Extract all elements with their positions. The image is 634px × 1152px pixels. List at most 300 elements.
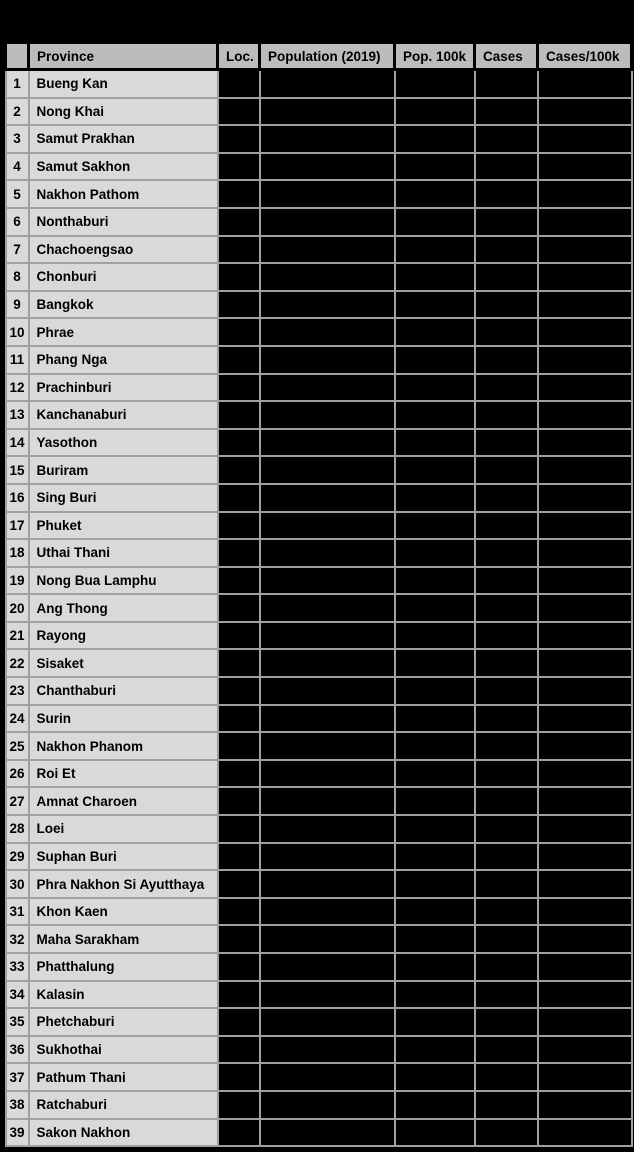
province-cell: Samut Prakhan xyxy=(29,125,218,153)
rank-cell: 36 xyxy=(6,1036,29,1064)
loc-cell-redacted xyxy=(218,1063,260,1091)
population-cell-redacted xyxy=(260,870,395,898)
loc-cell-redacted xyxy=(218,677,260,705)
cases-100k-cell-redacted xyxy=(538,815,632,843)
cases-cell-redacted xyxy=(475,374,538,402)
cases-cell-redacted xyxy=(475,649,538,677)
loc-cell-redacted xyxy=(218,649,260,677)
cases-cell-redacted xyxy=(475,594,538,622)
rank-cell: 8 xyxy=(6,263,29,291)
table-row xyxy=(6,263,632,291)
province-cell: Phrae xyxy=(29,318,218,346)
table-row xyxy=(6,208,632,236)
population-cell-redacted xyxy=(260,125,395,153)
pop-100k-cell-redacted xyxy=(395,484,475,512)
table-row xyxy=(6,456,632,484)
cases-cell-redacted xyxy=(475,953,538,981)
province-cell: Rayong xyxy=(29,622,218,650)
loc-cell-redacted xyxy=(218,870,260,898)
cases-100k-cell-redacted xyxy=(538,1036,632,1064)
cases-cell-redacted xyxy=(475,1119,538,1147)
cases-100k-cell-redacted xyxy=(538,705,632,733)
province-cell: Maha Sarakham xyxy=(29,925,218,953)
province-cell: Phatthalung xyxy=(29,953,218,981)
cases-100k-cell-redacted xyxy=(538,429,632,457)
table-row xyxy=(6,236,632,264)
population-cell-redacted xyxy=(260,898,395,926)
cases-cell-redacted xyxy=(475,815,538,843)
cases-100k-cell-redacted xyxy=(538,236,632,264)
pop-100k-cell-redacted xyxy=(395,512,475,540)
table-row xyxy=(6,622,632,650)
cases-cell-redacted xyxy=(475,1091,538,1119)
cases-cell-redacted xyxy=(475,787,538,815)
table-row xyxy=(6,567,632,595)
cases-100k-cell-redacted xyxy=(538,539,632,567)
table-row xyxy=(6,291,632,319)
rank-cell: 30 xyxy=(6,870,29,898)
province-cell: Loei xyxy=(29,815,218,843)
table-row xyxy=(6,429,632,457)
population-cell-redacted xyxy=(260,346,395,374)
table-row xyxy=(6,180,632,208)
cases-100k-cell-redacted xyxy=(538,843,632,871)
rank-cell: 19 xyxy=(6,567,29,595)
cases-100k-cell-redacted xyxy=(538,649,632,677)
cases-100k-cell-redacted xyxy=(538,898,632,926)
cases-100k-cell-redacted xyxy=(538,870,632,898)
table-row xyxy=(6,981,632,1009)
loc-cell-redacted xyxy=(218,594,260,622)
province-cell: Buriram xyxy=(29,456,218,484)
population-cell-redacted xyxy=(260,622,395,650)
cases-cell-redacted xyxy=(475,346,538,374)
loc-cell-redacted xyxy=(218,346,260,374)
pop-100k-cell-redacted xyxy=(395,125,475,153)
cases-cell-redacted xyxy=(475,263,538,291)
cases-cell-redacted xyxy=(475,180,538,208)
province-cell: Uthai Thani xyxy=(29,539,218,567)
table-row xyxy=(6,953,632,981)
province-cell: Phra Nakhon Si Ayutthaya xyxy=(29,870,218,898)
pop-100k-cell-redacted xyxy=(395,374,475,402)
cases-cell-redacted xyxy=(475,291,538,319)
population-cell-redacted xyxy=(260,594,395,622)
rank-cell: 7 xyxy=(6,236,29,264)
pop-100k-cell-redacted xyxy=(395,760,475,788)
table-row xyxy=(6,1063,632,1091)
province-cases-table xyxy=(4,41,633,1147)
cases-100k-cell-redacted xyxy=(538,456,632,484)
cases-cell-redacted xyxy=(475,125,538,153)
loc-cell-redacted xyxy=(218,512,260,540)
cases-cell-redacted xyxy=(475,98,538,126)
table-row xyxy=(6,125,632,153)
population-cell-redacted xyxy=(260,760,395,788)
cases-cell-redacted xyxy=(475,539,538,567)
table-row xyxy=(6,705,632,733)
loc-cell-redacted xyxy=(218,70,260,98)
rank-cell: 34 xyxy=(6,981,29,1009)
table-row xyxy=(6,1119,632,1147)
province-cases-table-wrap xyxy=(4,41,633,1147)
cases-100k-cell-redacted xyxy=(538,70,632,98)
table-header xyxy=(6,43,632,70)
rank-cell: 12 xyxy=(6,374,29,402)
loc-cell-redacted xyxy=(218,1119,260,1147)
population-cell-redacted xyxy=(260,512,395,540)
rank-cell: 17 xyxy=(6,512,29,540)
cases-100k-cell-redacted xyxy=(538,208,632,236)
province-cell: Kanchanaburi xyxy=(29,401,218,429)
pop-100k-cell-redacted xyxy=(395,732,475,760)
population-cell-redacted xyxy=(260,98,395,126)
table-row xyxy=(6,1008,632,1036)
loc-cell-redacted xyxy=(218,484,260,512)
cases-cell-redacted xyxy=(475,512,538,540)
pop-100k-cell-redacted xyxy=(395,263,475,291)
loc-cell-redacted xyxy=(218,125,260,153)
rank-cell: 20 xyxy=(6,594,29,622)
province-cell: Ang Thong xyxy=(29,594,218,622)
table-row xyxy=(6,594,632,622)
cases-cell-redacted xyxy=(475,732,538,760)
population-cell-redacted xyxy=(260,732,395,760)
rank-cell: 4 xyxy=(6,153,29,181)
pop-100k-cell-redacted xyxy=(395,843,475,871)
loc-cell-redacted xyxy=(218,208,260,236)
loc-cell-redacted xyxy=(218,925,260,953)
rank-cell: 33 xyxy=(6,953,29,981)
province-cell: Chachoengsao xyxy=(29,236,218,264)
pop-100k-cell-redacted xyxy=(395,236,475,264)
loc-cell-redacted xyxy=(218,539,260,567)
cases-100k-cell-redacted xyxy=(538,1091,632,1119)
rank-cell: 25 xyxy=(6,732,29,760)
population-cell-redacted xyxy=(260,153,395,181)
header-row xyxy=(6,43,632,70)
population-cell-redacted xyxy=(260,981,395,1009)
population-cell-redacted xyxy=(260,1063,395,1091)
rank-cell: 29 xyxy=(6,843,29,871)
population-cell-redacted xyxy=(260,401,395,429)
cases-100k-cell-redacted xyxy=(538,981,632,1009)
pop-100k-cell-redacted xyxy=(395,953,475,981)
loc-cell-redacted xyxy=(218,760,260,788)
loc-cell-redacted xyxy=(218,291,260,319)
header-cases-100k: Cases/100k xyxy=(538,43,632,70)
pop-100k-cell-redacted xyxy=(395,1091,475,1119)
population-cell-redacted xyxy=(260,318,395,346)
table-row xyxy=(6,70,632,98)
population-cell-redacted xyxy=(260,815,395,843)
cases-cell-redacted xyxy=(475,705,538,733)
pop-100k-cell-redacted xyxy=(395,456,475,484)
loc-cell-redacted xyxy=(218,456,260,484)
pop-100k-cell-redacted xyxy=(395,1008,475,1036)
cases-cell-redacted xyxy=(475,401,538,429)
province-cell: Yasothon xyxy=(29,429,218,457)
province-cell: Sakon Nakhon xyxy=(29,1119,218,1147)
province-cell: Roi Et xyxy=(29,760,218,788)
rank-cell: 16 xyxy=(6,484,29,512)
province-cell: Chanthaburi xyxy=(29,677,218,705)
table-row xyxy=(6,787,632,815)
province-cell: Surin xyxy=(29,705,218,733)
table-row xyxy=(6,760,632,788)
province-cell: Nonthaburi xyxy=(29,208,218,236)
table-row xyxy=(6,512,632,540)
rank-cell: 5 xyxy=(6,180,29,208)
rank-cell: 6 xyxy=(6,208,29,236)
loc-cell-redacted xyxy=(218,429,260,457)
rank-cell: 9 xyxy=(6,291,29,319)
cases-100k-cell-redacted xyxy=(538,1008,632,1036)
population-cell-redacted xyxy=(260,925,395,953)
cases-100k-cell-redacted xyxy=(538,512,632,540)
province-cell: Phetchaburi xyxy=(29,1008,218,1036)
cases-cell-redacted xyxy=(475,622,538,650)
header-loc: Loc. xyxy=(218,43,260,70)
province-cell: Nakhon Phanom xyxy=(29,732,218,760)
header-province: Province xyxy=(29,43,218,70)
cases-100k-cell-redacted xyxy=(538,787,632,815)
population-cell-redacted xyxy=(260,429,395,457)
cases-100k-cell-redacted xyxy=(538,953,632,981)
rank-cell: 32 xyxy=(6,925,29,953)
header-population-2019: Population (2019) xyxy=(260,43,395,70)
loc-cell-redacted xyxy=(218,705,260,733)
cases-cell-redacted xyxy=(475,208,538,236)
table-row xyxy=(6,374,632,402)
pop-100k-cell-redacted xyxy=(395,401,475,429)
population-cell-redacted xyxy=(260,484,395,512)
pop-100k-cell-redacted xyxy=(395,1063,475,1091)
cases-100k-cell-redacted xyxy=(538,125,632,153)
cases-cell-redacted xyxy=(475,1008,538,1036)
pop-100k-cell-redacted xyxy=(395,98,475,126)
cases-100k-cell-redacted xyxy=(538,263,632,291)
cases-100k-cell-redacted xyxy=(538,594,632,622)
province-cell: Ratchaburi xyxy=(29,1091,218,1119)
table-row xyxy=(6,98,632,126)
table-row xyxy=(6,815,632,843)
population-cell-redacted xyxy=(260,208,395,236)
population-cell-redacted xyxy=(260,953,395,981)
table-row xyxy=(6,401,632,429)
pop-100k-cell-redacted xyxy=(395,318,475,346)
pop-100k-cell-redacted xyxy=(395,153,475,181)
rank-cell: 28 xyxy=(6,815,29,843)
province-cell: Samut Sakhon xyxy=(29,153,218,181)
rank-cell: 24 xyxy=(6,705,29,733)
province-cell: Bangkok xyxy=(29,291,218,319)
cases-cell-redacted xyxy=(475,456,538,484)
loc-cell-redacted xyxy=(218,843,260,871)
province-cell: Pathum Thani xyxy=(29,1063,218,1091)
loc-cell-redacted xyxy=(218,180,260,208)
population-cell-redacted xyxy=(260,1008,395,1036)
cases-100k-cell-redacted xyxy=(538,925,632,953)
cases-cell-redacted xyxy=(475,925,538,953)
rank-cell: 18 xyxy=(6,539,29,567)
province-cell: Suphan Buri xyxy=(29,843,218,871)
cases-cell-redacted xyxy=(475,898,538,926)
loc-cell-redacted xyxy=(218,1036,260,1064)
cases-cell-redacted xyxy=(475,318,538,346)
cases-100k-cell-redacted xyxy=(538,484,632,512)
province-cell: Phuket xyxy=(29,512,218,540)
header-cases: Cases xyxy=(475,43,538,70)
loc-cell-redacted xyxy=(218,732,260,760)
cases-100k-cell-redacted xyxy=(538,98,632,126)
population-cell-redacted xyxy=(260,539,395,567)
province-cell: Nong Khai xyxy=(29,98,218,126)
loc-cell-redacted xyxy=(218,815,260,843)
pop-100k-cell-redacted xyxy=(395,898,475,926)
rank-cell: 13 xyxy=(6,401,29,429)
pop-100k-cell-redacted xyxy=(395,291,475,319)
rank-cell: 22 xyxy=(6,649,29,677)
pop-100k-cell-redacted xyxy=(395,346,475,374)
pop-100k-cell-redacted xyxy=(395,649,475,677)
population-cell-redacted xyxy=(260,677,395,705)
rank-cell: 14 xyxy=(6,429,29,457)
loc-cell-redacted xyxy=(218,1091,260,1119)
pop-100k-cell-redacted xyxy=(395,180,475,208)
province-cell: Bueng Kan xyxy=(29,70,218,98)
province-cell: Nong Bua Lamphu xyxy=(29,567,218,595)
cases-cell-redacted xyxy=(475,843,538,871)
population-cell-redacted xyxy=(260,374,395,402)
population-cell-redacted xyxy=(260,263,395,291)
table-row xyxy=(6,732,632,760)
cases-100k-cell-redacted xyxy=(538,318,632,346)
rank-cell: 3 xyxy=(6,125,29,153)
loc-cell-redacted xyxy=(218,787,260,815)
rank-cell: 2 xyxy=(6,98,29,126)
pop-100k-cell-redacted xyxy=(395,815,475,843)
population-cell-redacted xyxy=(260,567,395,595)
cases-100k-cell-redacted xyxy=(538,1063,632,1091)
cases-cell-redacted xyxy=(475,981,538,1009)
pop-100k-cell-redacted xyxy=(395,594,475,622)
province-cell: Chonburi xyxy=(29,263,218,291)
table-row xyxy=(6,898,632,926)
table-row xyxy=(6,870,632,898)
pop-100k-cell-redacted xyxy=(395,1036,475,1064)
table-row xyxy=(6,1036,632,1064)
cases-cell-redacted xyxy=(475,70,538,98)
loc-cell-redacted xyxy=(218,318,260,346)
pop-100k-cell-redacted xyxy=(395,70,475,98)
cases-100k-cell-redacted xyxy=(538,180,632,208)
rank-cell: 1 xyxy=(6,70,29,98)
rank-cell: 11 xyxy=(6,346,29,374)
loc-cell-redacted xyxy=(218,153,260,181)
pop-100k-cell-redacted xyxy=(395,622,475,650)
table-row xyxy=(6,843,632,871)
pop-100k-cell-redacted xyxy=(395,1119,475,1147)
rank-cell: 39 xyxy=(6,1119,29,1147)
rank-cell: 10 xyxy=(6,318,29,346)
pop-100k-cell-redacted xyxy=(395,429,475,457)
pop-100k-cell-redacted xyxy=(395,870,475,898)
cases-100k-cell-redacted xyxy=(538,291,632,319)
pop-100k-cell-redacted xyxy=(395,567,475,595)
loc-cell-redacted xyxy=(218,401,260,429)
cases-cell-redacted xyxy=(475,677,538,705)
rank-cell: 27 xyxy=(6,787,29,815)
cases-100k-cell-redacted xyxy=(538,346,632,374)
cases-100k-cell-redacted xyxy=(538,677,632,705)
cases-cell-redacted xyxy=(475,153,538,181)
cases-100k-cell-redacted xyxy=(538,1119,632,1147)
table-row xyxy=(6,539,632,567)
population-cell-redacted xyxy=(260,70,395,98)
rank-cell: 15 xyxy=(6,456,29,484)
population-cell-redacted xyxy=(260,1036,395,1064)
table-row xyxy=(6,925,632,953)
pop-100k-cell-redacted xyxy=(395,787,475,815)
cases-100k-cell-redacted xyxy=(538,732,632,760)
population-cell-redacted xyxy=(260,236,395,264)
population-cell-redacted xyxy=(260,649,395,677)
loc-cell-redacted xyxy=(218,374,260,402)
loc-cell-redacted xyxy=(218,236,260,264)
province-cell: Nakhon Pathom xyxy=(29,180,218,208)
population-cell-redacted xyxy=(260,291,395,319)
header-pop-100k: Pop. 100k xyxy=(395,43,475,70)
province-cell: Sukhothai xyxy=(29,1036,218,1064)
province-cell: Kalasin xyxy=(29,981,218,1009)
province-cell: Sisaket xyxy=(29,649,218,677)
cases-cell-redacted xyxy=(475,760,538,788)
province-cell: Sing Buri xyxy=(29,484,218,512)
table-row xyxy=(6,318,632,346)
pop-100k-cell-redacted xyxy=(395,539,475,567)
province-cell: Khon Kaen xyxy=(29,898,218,926)
cases-100k-cell-redacted xyxy=(538,401,632,429)
loc-cell-redacted xyxy=(218,567,260,595)
loc-cell-redacted xyxy=(218,898,260,926)
cases-100k-cell-redacted xyxy=(538,567,632,595)
rank-cell: 23 xyxy=(6,677,29,705)
loc-cell-redacted xyxy=(218,1008,260,1036)
rank-cell: 26 xyxy=(6,760,29,788)
cases-100k-cell-redacted xyxy=(538,153,632,181)
loc-cell-redacted xyxy=(218,263,260,291)
population-cell-redacted xyxy=(260,1091,395,1119)
population-cell-redacted xyxy=(260,180,395,208)
pop-100k-cell-redacted xyxy=(395,208,475,236)
table-row xyxy=(6,677,632,705)
rank-cell: 21 xyxy=(6,622,29,650)
loc-cell-redacted xyxy=(218,98,260,126)
table-row xyxy=(6,346,632,374)
cases-cell-redacted xyxy=(475,236,538,264)
loc-cell-redacted xyxy=(218,622,260,650)
cases-100k-cell-redacted xyxy=(538,374,632,402)
pop-100k-cell-redacted xyxy=(395,981,475,1009)
cases-cell-redacted xyxy=(475,870,538,898)
population-cell-redacted xyxy=(260,705,395,733)
cases-cell-redacted xyxy=(475,484,538,512)
population-cell-redacted xyxy=(260,787,395,815)
population-cell-redacted xyxy=(260,1119,395,1147)
cases-cell-redacted xyxy=(475,1063,538,1091)
cases-100k-cell-redacted xyxy=(538,760,632,788)
